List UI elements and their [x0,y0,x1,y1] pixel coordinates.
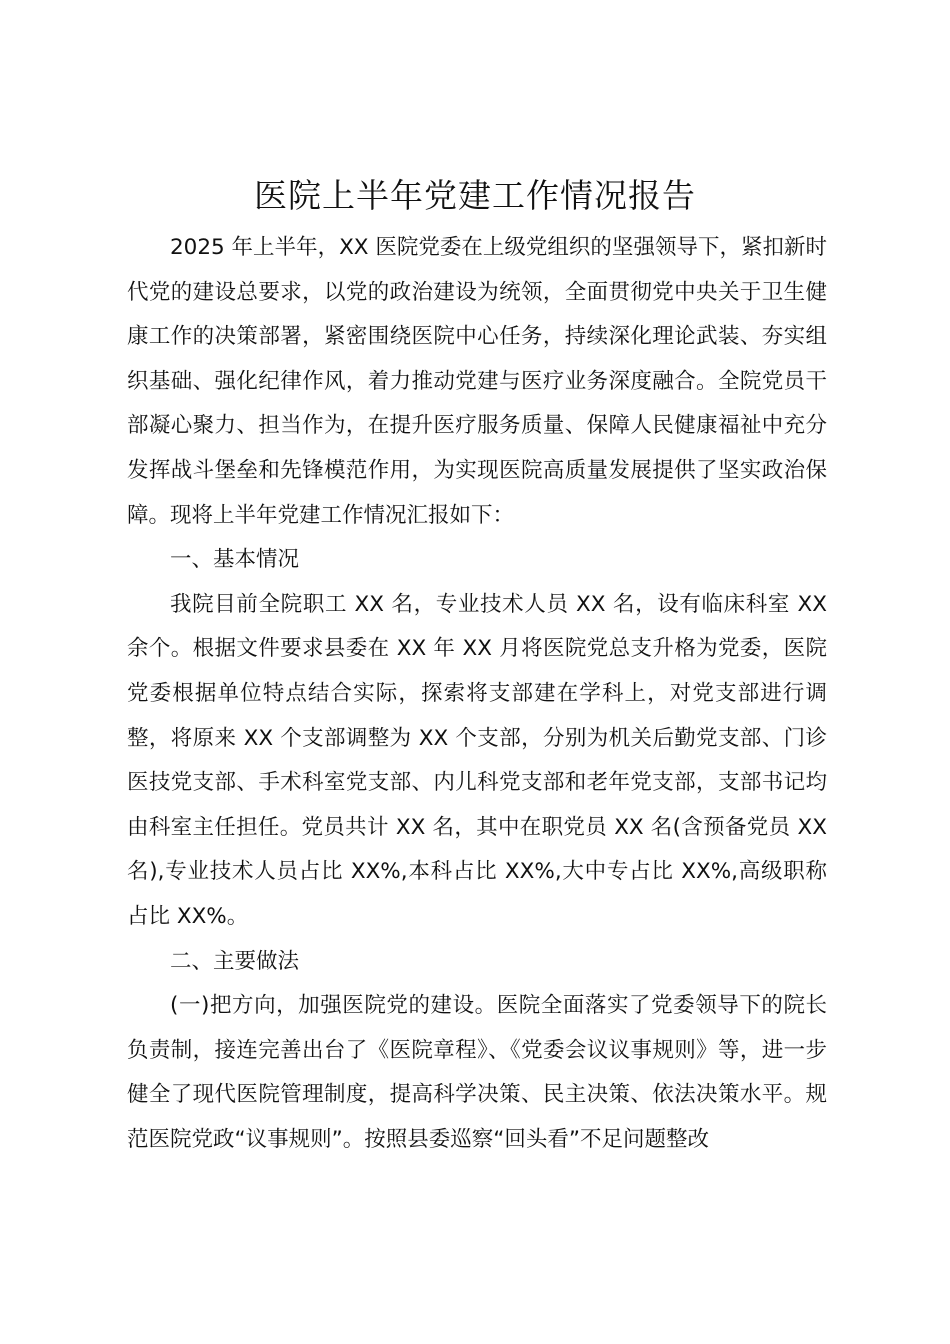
section-heading-main-practices: 二、主要做法 [170,948,300,974]
document-title: 医院上半年党建工作情况报告 [254,176,696,215]
section-heading-basic-situation: 一、基本情况 [170,547,300,573]
basic-situation-paragraph: 我院目前全院职工 XX 名，专业技术人员 XX 名，设有临床科室 XX 余个。根据文件要求县委在 XX 年 XX 月将医院党总支升格为党委，医院党委根据单位特点结合实际，探索将支部建在学科上，对党支部进行调整，将原来 XX 个支部调整为 XX 个支部，分别为机关后勤党支部、门诊医技党支部、手术科室党支部、内儿科党支部和老年党支部，支部书记均由科室主任担任。党员共计 XX 名，其中在职党员 XX 名(含预备党员 XX 名),专业技术人员占比 XX%,本科占比 XX%,大中专占比 XX%,高级职称占比 XX%。 [127,591,827,929]
main-practices-paragraph: (一)把方向，加强医院党的建设。医院全面落实了党委领导下的院长负责制，接连完善出台了《医院章程》、《党委会议议事规则》等，进一步健全了现代医院管理制度，提高科学决策、民主决策、依法决策水平。规范医院党政“议事规则”。按照县委巡察“回头看”不足问题整改 [127,993,827,1152]
intro-paragraph: 2025 年上半年，XX 医院党委在上级党组织的坚强领导下，紧扣新时代党的建设总要求，以党的政治建设为统领，全面贯彻党中央关于卫生健康工作的决策部署，紧密围绕医院中心任务，持续深化理论武装、夯实组织基础、强化纪律作风，着力推动党建与医疗业务深度融合。全院党员干部凝心聚力、担当作为，在提升医疗服务质量、保障人民健康福祉中充分发挥战斗堡垒和先锋模范作用，为实现医院高质量发展提供了坚实政治保障。现将上半年党建工作情况汇报如下： [127,235,827,528]
document-body [127,226,827,1162]
